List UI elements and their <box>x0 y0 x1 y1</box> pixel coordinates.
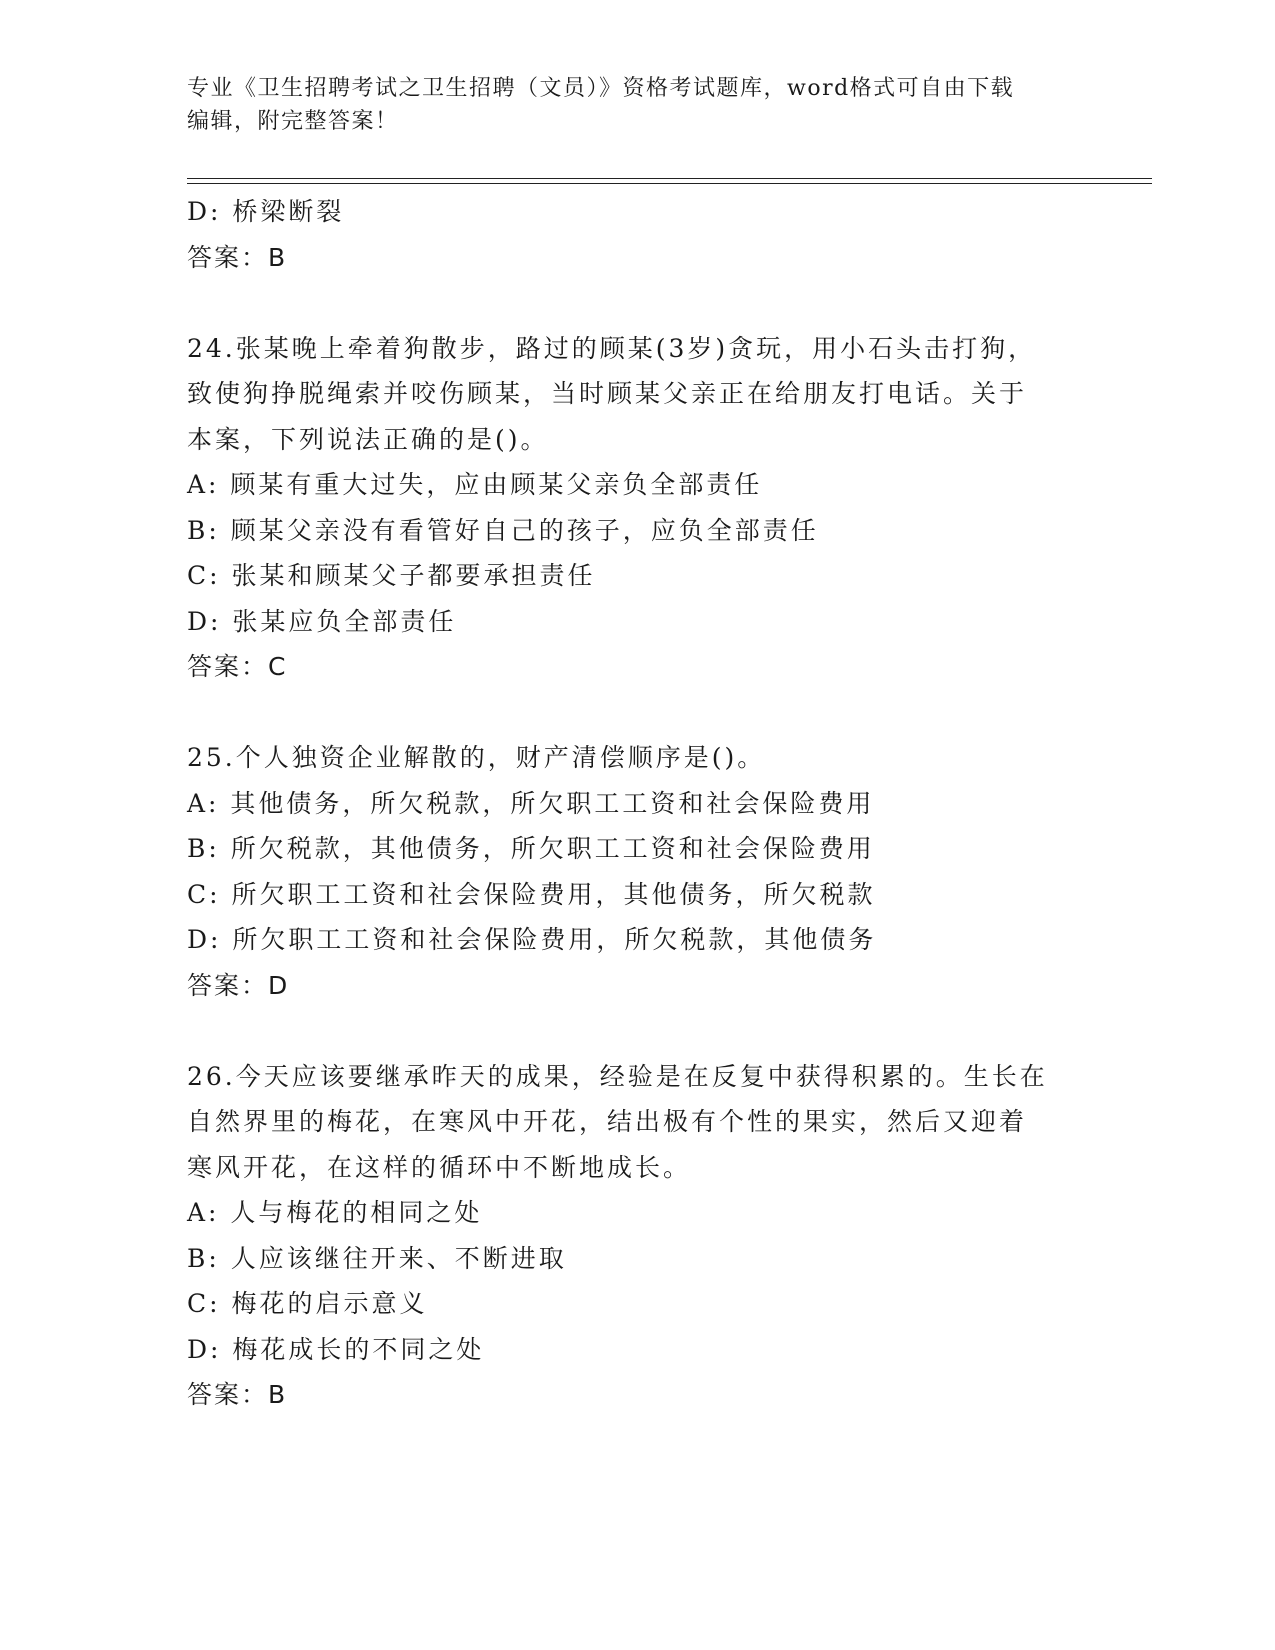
spacer <box>187 1008 1087 1054</box>
question-list <box>187 189 1087 1418</box>
option-d: D: 所欠职工工资和社会保险费用，所欠税款，其他债务 <box>187 925 877 954</box>
option-c: C: 所欠职工工资和社会保险费用，其他债务，所欠税款 <box>187 879 876 909</box>
option-b: B: 顾某父亲没有看管好自己的孩子，应负全部责任 <box>187 515 819 545</box>
prev-option-d: D: 桥梁断裂 <box>187 197 345 226</box>
question-26 <box>187 1054 1087 1418</box>
answer: 答案：D <box>187 970 290 1000</box>
option-c: C: 梅花的启示意义 <box>187 1289 428 1318</box>
option-d: D: 梅花成长的不同之处 <box>187 1334 485 1364</box>
question-stem-line: 寒风开花，在这样的循环中不断地成长。 <box>187 1152 692 1182</box>
answer: 答案：C <box>187 652 288 681</box>
question-stem-line: 24.张某晚上牵着狗散步，路过的顾某(3岁)贪玩，用小石头击打狗， <box>187 333 1037 363</box>
prev-answer: 答案：B <box>187 242 288 272</box>
spacer <box>187 280 1087 326</box>
header-divider-top <box>187 178 1152 179</box>
option-d: D: 张某应负全部责任 <box>187 606 457 636</box>
option-b: B: 所欠税款，其他债务，所欠职工工资和社会保险费用 <box>187 834 875 863</box>
option-a: A: 其他债务，所欠税款，所欠职工工资和社会保险费用 <box>187 788 875 818</box>
question-24 <box>187 326 1087 690</box>
question-stem-line: 25.个人独资企业解散的，财产清偿顺序是()。 <box>187 743 766 772</box>
option-a: A: 人与梅花的相同之处 <box>187 1198 483 1227</box>
answer: 答案：B <box>187 1380 288 1409</box>
question-stem-line: 致使狗挣脱绳索并咬伤顾某，当时顾某父亲正在给朋友打电话。关于 <box>187 379 1028 408</box>
header-line-1: 专业《卫生招聘考试之卫生招聘（文员）》资格考试题库，word格式可自由下载 <box>187 76 1015 101</box>
header-line-2: 编辑，附完整答案！ <box>187 109 399 134</box>
question-stem-line: 自然界里的梅花，在寒风中开花，结出极有个性的果实，然后又迎着 <box>187 1107 1028 1136</box>
spacer <box>187 690 1087 736</box>
question-stem-line: 26.今天应该要继承昨天的成果，经验是在反复中获得积累的。生长在 <box>187 1061 1048 1091</box>
option-a: A: 顾某有重大过失，应由顾某父亲负全部责任 <box>187 470 763 499</box>
header-divider-bottom <box>187 183 1152 184</box>
question-25 <box>187 735 1087 1008</box>
document-header <box>187 72 1087 138</box>
option-c: C: 张某和顾某父子都要承担责任 <box>187 561 596 590</box>
question-stem-line: 本案，下列说法正确的是()。 <box>187 424 549 454</box>
option-b: B: 人应该继往开来、不断进取 <box>187 1243 567 1273</box>
